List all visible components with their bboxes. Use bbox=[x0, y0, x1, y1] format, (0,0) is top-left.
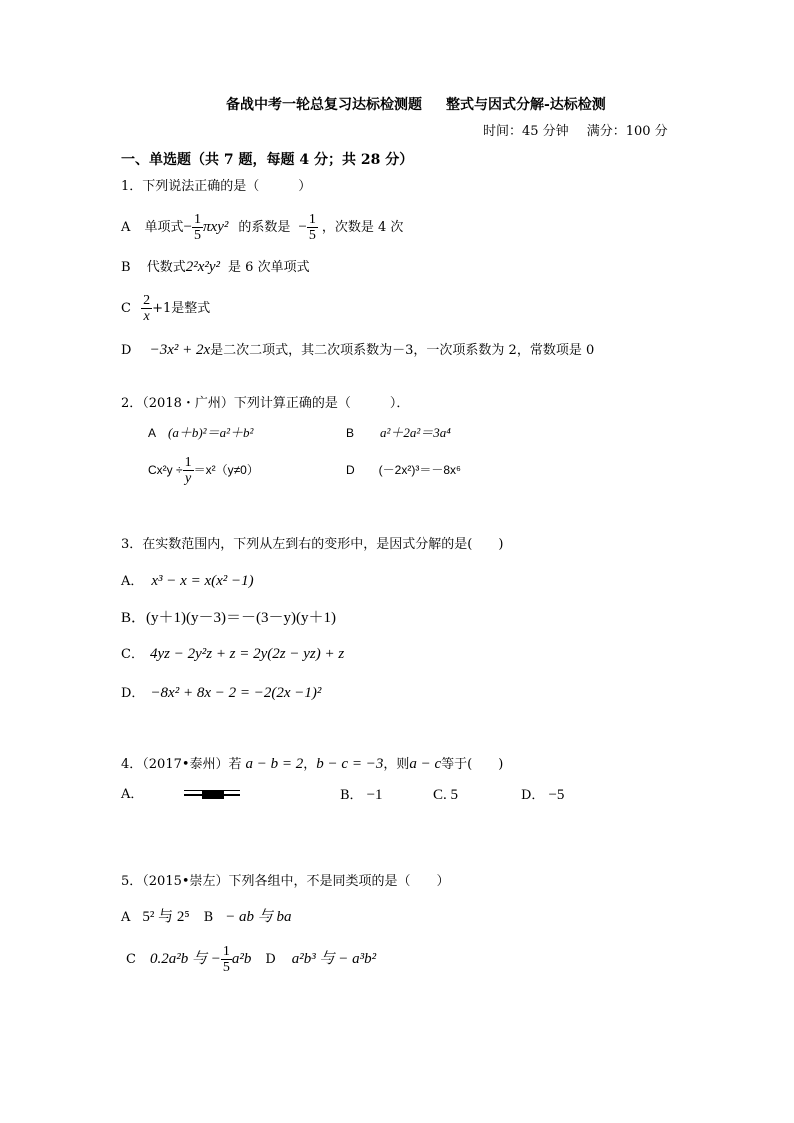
option-label: C． bbox=[121, 647, 144, 662]
math-expression: (－2x²)³＝－8x⁶ bbox=[378, 463, 461, 477]
option-label: B bbox=[346, 426, 355, 440]
math-expression: 4yz − 2y²z + z = 2y(2z − yz) + z bbox=[149, 646, 345, 662]
math-expression: − ab 与 ba bbox=[225, 909, 292, 925]
question-5-options-ab bbox=[121, 908, 292, 927]
fraction bbox=[307, 212, 318, 243]
denominator: 5 bbox=[194, 228, 202, 243]
question-3-stem: 3．在实数范围内，下列从左到右的变形中，是因式分解的是( ) bbox=[121, 537, 504, 552]
stem-text: 4．（2017•泰州）若 bbox=[121, 757, 242, 772]
option-label: D． bbox=[121, 686, 145, 701]
numerator: 2 bbox=[143, 293, 151, 308]
question-1-option-a bbox=[121, 210, 403, 245]
math-expression: ＝x²（y≠0） bbox=[193, 463, 259, 477]
math-expression: Cx²y ÷ bbox=[148, 463, 183, 477]
option-value: −1 bbox=[366, 787, 383, 803]
minus-sign: − bbox=[298, 219, 307, 235]
option-label: D bbox=[121, 343, 132, 358]
fraction bbox=[183, 455, 194, 486]
score-label: 满分：100 分 bbox=[586, 124, 668, 139]
question-4-option-b bbox=[340, 786, 383, 805]
option-text: 单项式 bbox=[144, 220, 184, 235]
math-expression: −3x² + 2x bbox=[149, 342, 211, 358]
question-4-option-c bbox=[433, 786, 458, 805]
option-label: D． bbox=[521, 788, 545, 803]
math-expression: a − c bbox=[409, 756, 442, 772]
option-text: B．(y＋1)(y－3)＝－(3－y)(y＋1) bbox=[121, 610, 336, 626]
question-4-option-a: A． bbox=[121, 787, 144, 802]
option-text: 是二次二项式，其二次项系数为－3，一次项系数为 2，常数项是 0 bbox=[210, 343, 595, 358]
option-text: 是 6 次单项式 bbox=[228, 260, 310, 275]
math-expression: 2²x²y² bbox=[185, 259, 221, 275]
question-3-option-d bbox=[121, 684, 321, 703]
option-label: A bbox=[121, 220, 131, 235]
option-text: 的系数是 bbox=[238, 220, 291, 235]
option-label: A bbox=[148, 426, 157, 440]
time-score-line bbox=[483, 123, 668, 141]
question-2-option-d bbox=[346, 461, 461, 479]
stem-text: ，则 bbox=[383, 757, 410, 772]
question-4-stem bbox=[121, 755, 503, 774]
numerator: 1 bbox=[308, 212, 316, 227]
question-3-option-b bbox=[121, 609, 336, 628]
option-text: +1是整式 bbox=[152, 301, 211, 316]
option-label: A bbox=[121, 910, 131, 925]
blotted-answer-image bbox=[184, 790, 240, 799]
question-2-option-a bbox=[148, 424, 253, 442]
math-expression: −8x² + 8x − 2 = −2(2x −1)² bbox=[150, 685, 322, 701]
option-label: A． bbox=[121, 574, 144, 589]
numerator: 1 bbox=[184, 455, 192, 471]
question-1-option-c bbox=[121, 292, 210, 326]
math-expression: x³ − x = x(x² −1) bbox=[151, 573, 254, 589]
question-2-stem: 2．（2018・广州）下列计算正确的是（ ）． bbox=[121, 396, 410, 411]
denominator: 5 bbox=[222, 960, 230, 975]
math-expression: a²＋2a²＝3a⁴ bbox=[380, 425, 451, 440]
math-expression: b − c = −3 bbox=[316, 756, 384, 772]
math-expression: (a＋b)²＝a²＋b² bbox=[168, 425, 254, 440]
math-expression: a²b bbox=[231, 951, 252, 967]
stem-text: 等于( ) bbox=[441, 757, 504, 772]
question-5-stem: 5．（2015•崇左）下列各组中，不是同类项的是（ ） bbox=[121, 874, 450, 889]
option-label: D bbox=[346, 463, 355, 477]
question-5-options-cd bbox=[126, 942, 376, 977]
question-1-option-d bbox=[121, 341, 594, 360]
option-label: B． bbox=[340, 788, 363, 803]
option-text: 代数式 bbox=[146, 260, 186, 275]
fraction bbox=[221, 944, 232, 975]
question-2-option-b bbox=[346, 424, 451, 442]
math-expression: 5² 与 2⁵ bbox=[142, 909, 190, 925]
question-1-option-b bbox=[121, 258, 310, 277]
section-heading: 一、单选题（共 7 题，每题 4 分；共 28 分） bbox=[121, 152, 414, 168]
math-expression: a − b = 2 bbox=[245, 756, 304, 772]
option-label: C bbox=[121, 301, 131, 316]
option-value: −5 bbox=[548, 787, 565, 803]
denominator: 5 bbox=[308, 228, 316, 243]
math-expression: 0.2a²b 与 − bbox=[149, 951, 221, 967]
time-label: 时间：45 分钟 bbox=[483, 124, 569, 139]
page-title bbox=[226, 96, 606, 114]
option-text: C. 5 bbox=[433, 787, 459, 803]
fraction bbox=[192, 212, 203, 243]
question-3-option-c bbox=[121, 645, 344, 664]
denominator: y bbox=[184, 471, 192, 487]
question-3-option-a bbox=[121, 572, 254, 591]
exam-title: 备战中考一轮总复习达标检测题 bbox=[226, 97, 422, 113]
option-label: C bbox=[126, 952, 136, 967]
question-1-stem: 1．下列说法正确的是（ ） bbox=[121, 179, 312, 194]
option-text: ，次数是 4 次 bbox=[321, 220, 404, 235]
numerator: 1 bbox=[194, 212, 202, 227]
question-4-option-d bbox=[521, 786, 564, 805]
option-label: B bbox=[203, 910, 214, 925]
math-expression: a²b³ 与 − a³b² bbox=[291, 951, 377, 967]
numerator: 1 bbox=[222, 944, 230, 959]
option-label: B bbox=[121, 260, 131, 275]
denominator: x bbox=[143, 309, 150, 324]
question-2-option-c bbox=[148, 453, 259, 487]
option-label: D bbox=[265, 952, 276, 967]
exam-subtitle: 整式与因式分解-达标检测 bbox=[446, 97, 606, 113]
math-expression: πxy² bbox=[203, 219, 229, 235]
separator: ， bbox=[303, 757, 317, 772]
minus-sign: − bbox=[183, 219, 193, 235]
fraction bbox=[141, 293, 152, 324]
